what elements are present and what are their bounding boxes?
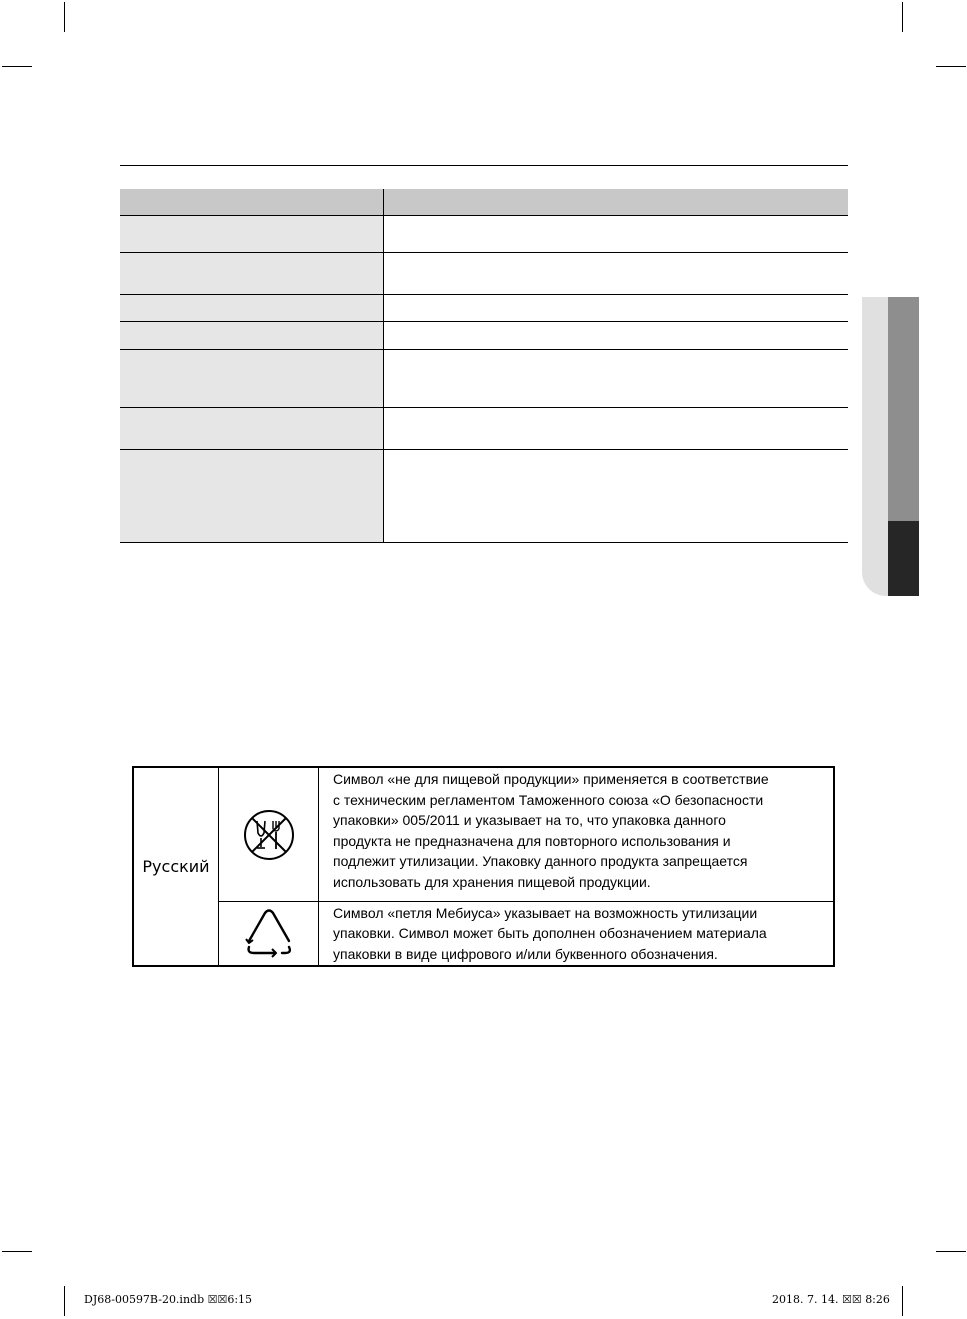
text-line: упаковки в виде цифрового и/или буквенного обозначения. xyxy=(333,945,718,962)
crop-mark xyxy=(2,66,32,67)
crop-mark xyxy=(2,1251,32,1252)
not-for-food-icon xyxy=(241,807,297,863)
spec-table xyxy=(120,189,848,543)
not-for-food-description xyxy=(319,768,833,901)
spec-row xyxy=(120,350,848,408)
crop-mark xyxy=(902,2,903,32)
crop-mark xyxy=(64,2,65,32)
footer-file-info: DJ68-00597B-20.indb ☒☒6:15 xyxy=(84,1293,253,1306)
text-line: Символ «не для пищевой продукции» применяется в соответствие xyxy=(333,771,769,787)
text-line: продукта не предназначена для повторного использования и xyxy=(333,832,731,849)
language-cell xyxy=(134,768,219,965)
crop-mark xyxy=(936,66,966,67)
side-tab xyxy=(862,297,919,596)
spec-row xyxy=(120,408,848,450)
icon-cell xyxy=(219,901,319,965)
symbol-row-mobius-loop xyxy=(219,901,833,965)
text-line: подлежит утилизации. Упаковку данного продукта запрещается xyxy=(333,853,748,870)
spec-row xyxy=(120,216,848,253)
spec-header-row xyxy=(120,189,848,216)
top-rule xyxy=(120,165,848,166)
spec-row xyxy=(120,450,848,543)
footer-date-info: 2018. 7. 14. ☒☒ 8:26 xyxy=(772,1293,890,1306)
language-label: Русский xyxy=(142,857,210,876)
spec-row xyxy=(120,253,848,295)
crop-mark xyxy=(902,1286,903,1316)
crop-mark xyxy=(64,1286,65,1316)
text-line: Символ «петля Мебиуса» указывает на возможность утилизации xyxy=(333,905,758,921)
text-line: упаковки» 005/2011 и указывает на то, что упаковка данного xyxy=(333,812,726,829)
text-line: использовать для хранения пищевой продукции. xyxy=(333,873,651,890)
spec-row xyxy=(120,322,848,350)
crop-mark xyxy=(936,1251,966,1252)
symbols-table xyxy=(132,766,835,967)
symbol-row-not-for-food xyxy=(219,768,833,902)
mobius-loop-icon xyxy=(241,907,297,959)
text-line: с техническим регламентом Таможенного союза «О безопасности xyxy=(333,791,764,808)
mobius-loop-description xyxy=(319,901,833,965)
text-line: упаковки. Символ может быть дополнен обозначением материала xyxy=(333,925,767,942)
icon-cell xyxy=(219,768,319,901)
spec-row xyxy=(120,295,848,322)
